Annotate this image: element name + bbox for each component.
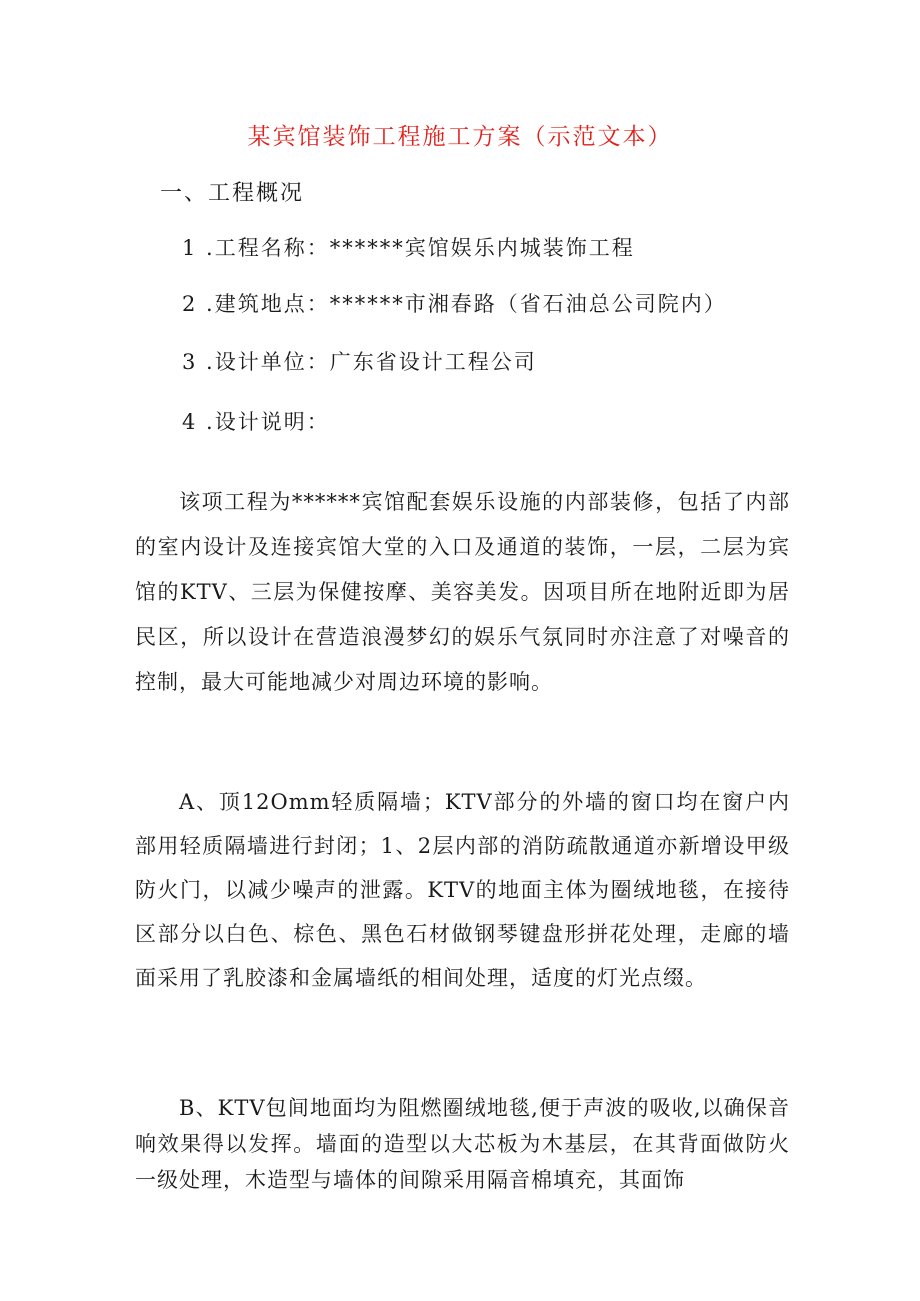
document-title: 某宾馆装饰工程施工方案（示范文本）: [247, 124, 673, 150]
list-item: 1 .工程名称：******宾馆娱乐内城装饰工程: [182, 236, 635, 260]
list-item: 4 .设计说明：: [182, 410, 330, 434]
list-item: 2 .建筑地点：******市湘春路（省石油总公司院内）: [182, 292, 727, 316]
paragraph: 该项工程为******宾馆配套娱乐设施的内部装修，包括了内部的室内设计及连接宾馆大堂的入口及通道的装饰，一层，二层为宾馆的KTV、三层为保健按摩、美容美发。因项目所在地附近即为居民区，所以设计在营造浪漫梦幻的娱乐气氛同时亦注意了对噪音的控制，最大可能地减少对周边环境的影响。: [135, 490, 790, 694]
paragraph: B、KTV包间地面均为阻燃圈绒地毯,便于声波的吸收,以确保音响效果得以发挥。墙面的造型以大芯板为木基层，在其背面做防火一级处理，木造型与墙体的间隙采用隔音棉填充，其面饰: [135, 1096, 790, 1192]
section-heading: 一、工程概况: [160, 181, 305, 206]
list-item: 3 .设计单位：广东省设计工程公司: [182, 350, 537, 374]
paragraph: A、顶12Omm轻质隔墙；KTV部分的外墙的窗口均在窗户内部用轻质隔墙进行封闭；1、2层内部的消防疏散通道亦新增设甲级防火门，以减少噪声的泄露。KTV的地面主体为圈绒地毯，在接待区部分以白色、棕色、黑色石材做钢琴键盘形拼花处理，走廊的墙面采用了乳胶漆和金属墙纸的相间处理，适度的灯光点缀。: [135, 790, 790, 990]
